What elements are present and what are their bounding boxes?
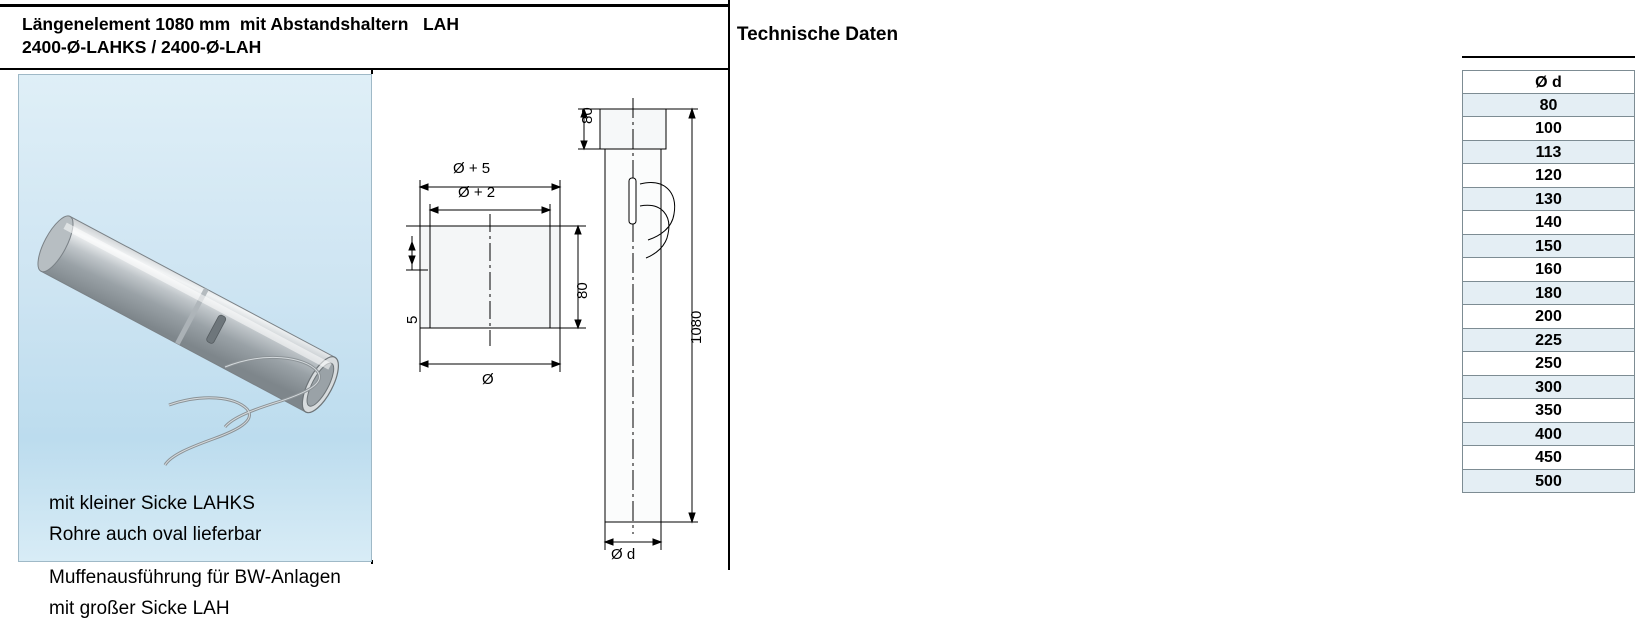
table-header-cell: Ø d [1462, 70, 1635, 94]
table-title: Technische Daten [736, 24, 899, 45]
table-row: 450 [1462, 446, 1635, 470]
dim-socket-height: 80 [574, 282, 591, 299]
table-row: 140 [1462, 211, 1635, 235]
product-photo-panel [18, 74, 372, 619]
page-title-line2: 2400-Ø-LAHKS / 2400-Ø-LAH [22, 37, 262, 57]
table-row: 500 [1462, 470, 1635, 494]
technical-drawing [372, 74, 728, 560]
table-row: 113 [1462, 141, 1635, 165]
dim-pipe-top: 80 [579, 107, 596, 124]
table-row: 100 [1462, 117, 1635, 141]
table-row: 350 [1462, 399, 1635, 423]
table-row: 150 [1462, 235, 1635, 259]
dim-outer-diameter: Ø + 5 [453, 160, 491, 177]
table-row: 130 [1462, 188, 1635, 212]
table-row: 400 [1462, 423, 1635, 447]
table-row: 250 [1462, 352, 1635, 376]
dim-pipe-length: 1080 [688, 310, 705, 344]
table-row: 200 [1462, 305, 1635, 329]
table-rows [1462, 70, 1635, 493]
table-row: 160 [1462, 258, 1635, 282]
technical-drawing-panel [372, 74, 728, 563]
caption-3: Muffenausführung für BW-Anlagen [49, 567, 341, 588]
table-title-rule [1462, 56, 1635, 58]
header-bottom-rule [0, 68, 730, 70]
dim-pipe-diameter: Ø d [611, 546, 636, 563]
table-row: 225 [1462, 329, 1635, 353]
dim-inner-diameter: Ø + 2 [458, 184, 496, 201]
page-title-line1: Längenelement 1080 mm mit Abstandshaltern LAH [22, 14, 459, 34]
caption-4: mit großer Sicke LAH [49, 598, 230, 619]
dim-wall-thickness: 5 [404, 315, 421, 324]
table-row: 300 [1462, 376, 1635, 400]
technical-data-table [730, 0, 1562, 570]
table-row: 80 [1462, 94, 1635, 118]
product-photo [19, 75, 371, 561]
table-row: 120 [1462, 164, 1635, 188]
caption-2: Rohre auch oval lieferbar [49, 524, 262, 545]
table-row: 180 [1462, 282, 1635, 306]
caption-1: mit kleiner Sicke LAHKS [49, 493, 255, 514]
dim-bottom-diameter: Ø [482, 371, 494, 388]
